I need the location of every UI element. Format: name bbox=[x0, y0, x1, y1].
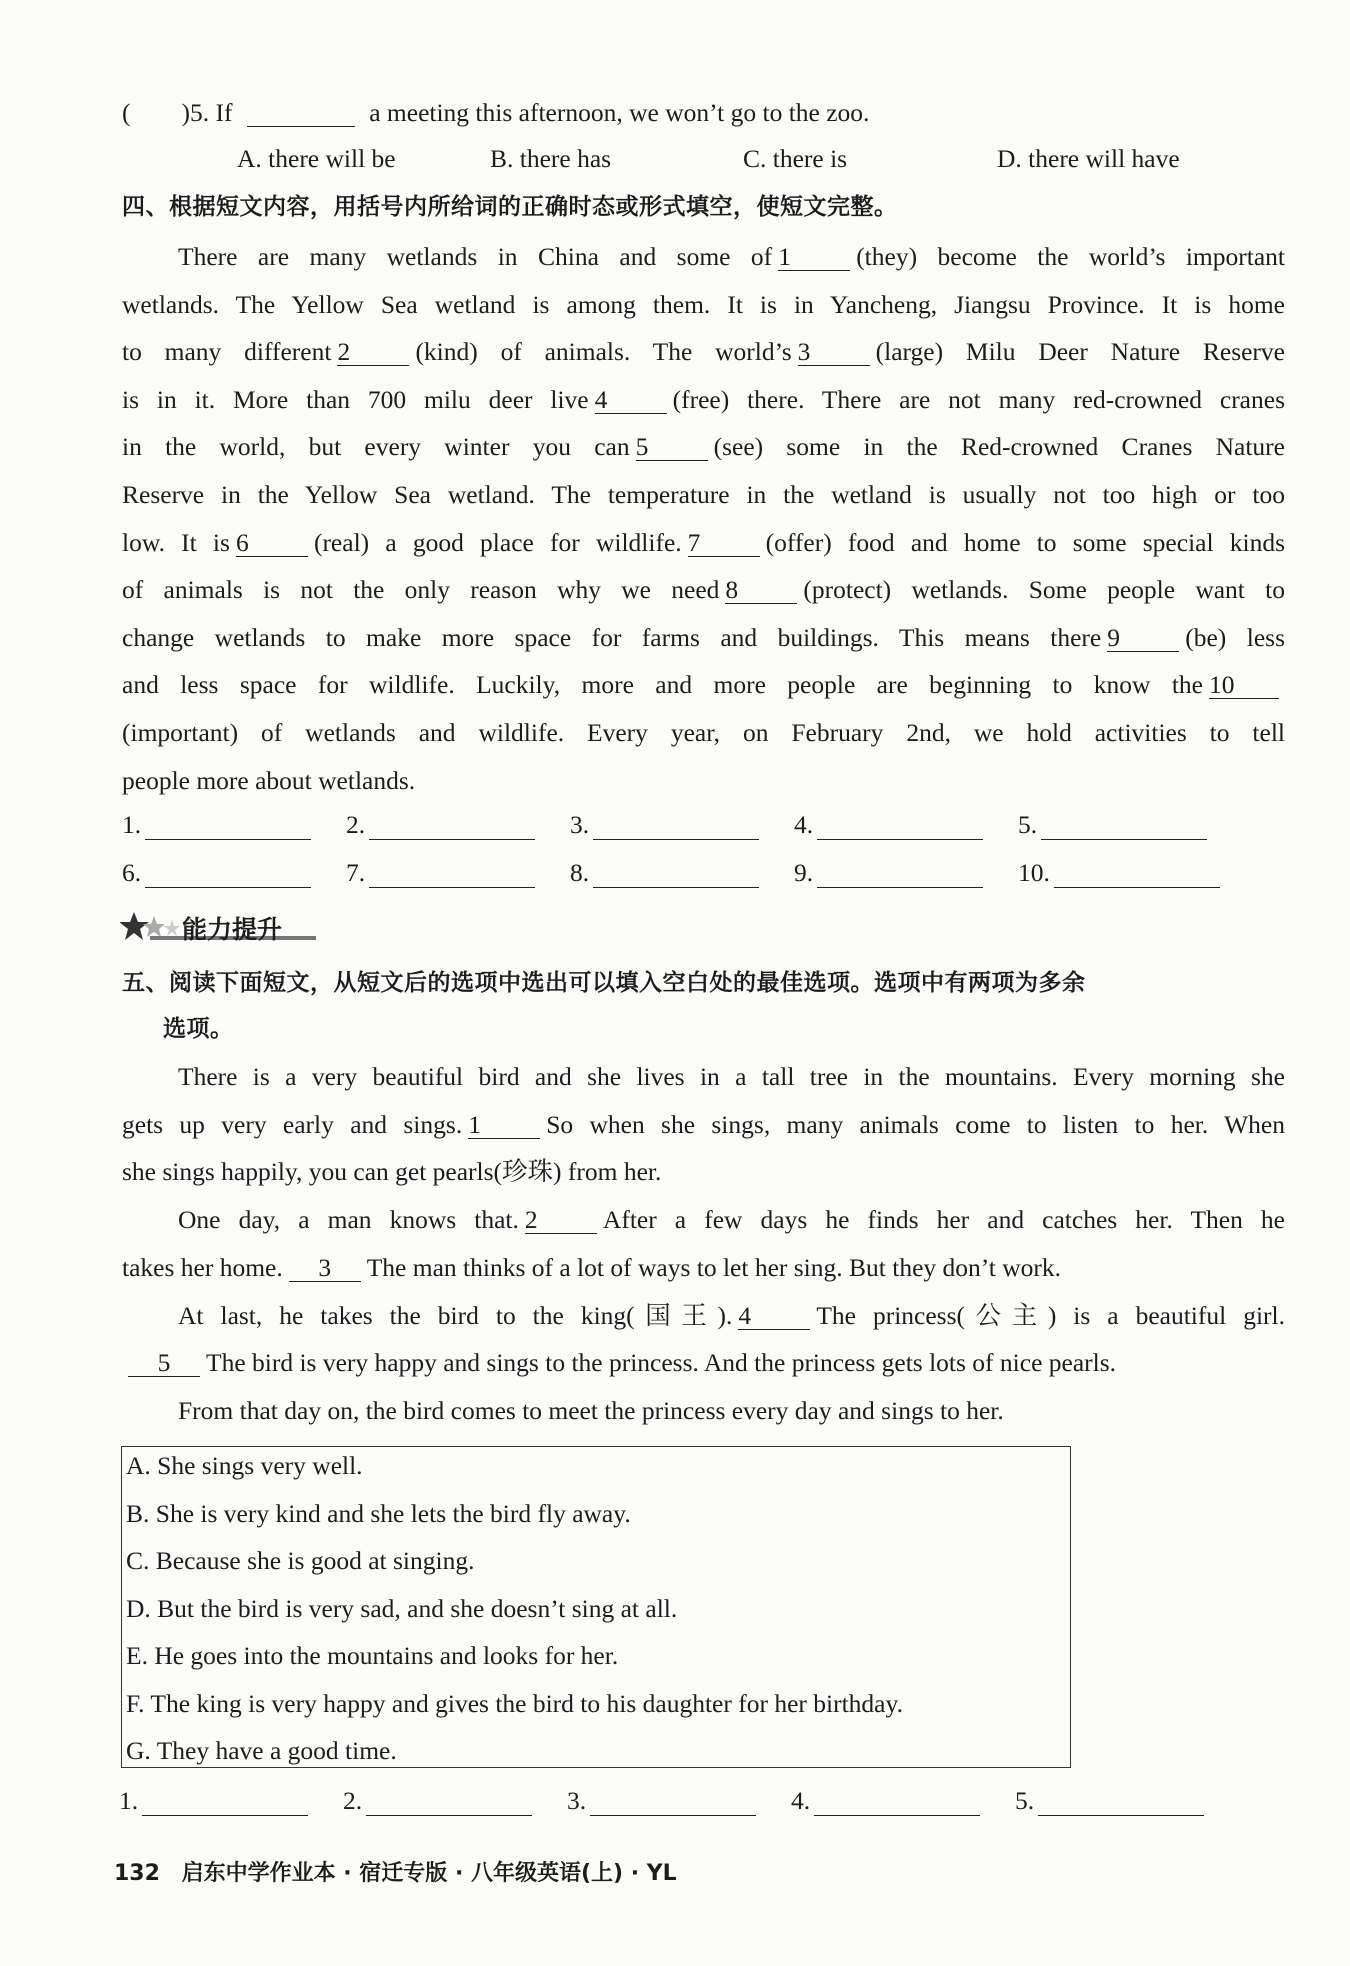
passage-line bbox=[122, 383, 1285, 417]
section-5-title-line-1: 五、阅读下面短文，从短文后的选项中选出可以填入空白处的最佳选项。选项中有两项为多余 bbox=[122, 970, 1086, 996]
passage-line bbox=[122, 716, 1285, 750]
passage-text: (see) some in the Red-crowned Cranes Nature bbox=[713, 432, 1285, 462]
answer-label: 5. bbox=[1015, 1786, 1035, 1815]
stars-icon bbox=[120, 908, 180, 948]
answer-blank[interactable]: 10 bbox=[1209, 672, 1279, 699]
answer-blank[interactable]: 2 bbox=[525, 1207, 597, 1234]
passage-line bbox=[122, 1108, 1285, 1142]
passage-line bbox=[178, 1203, 1285, 1237]
question-5-text: a meeting this afternoon, we won’t go to the zoo. bbox=[369, 98, 870, 127]
passage-text: people more about wetlands. bbox=[122, 765, 416, 795]
passage-text: takes her home. bbox=[122, 1252, 283, 1282]
answer-line[interactable] bbox=[145, 813, 311, 840]
answer-blank[interactable]: 5 bbox=[636, 434, 708, 461]
answer-line[interactable] bbox=[593, 861, 759, 888]
answer-slot[interactable] bbox=[346, 810, 570, 840]
answer-line[interactable] bbox=[817, 813, 983, 840]
answer-label: 7. bbox=[346, 858, 366, 887]
answer-blank[interactable]: 4 bbox=[595, 387, 667, 414]
passage-text: in the world, but every winter you can bbox=[122, 432, 630, 462]
answer-blank[interactable]: 7 bbox=[688, 530, 760, 557]
answer-label: 1. bbox=[122, 810, 142, 839]
answer-slot[interactable] bbox=[570, 858, 794, 888]
passage-text: (they) become the world’s important bbox=[856, 242, 1285, 271]
question-5-number: ( )5. If bbox=[122, 98, 233, 127]
section-4-answers-row-1 bbox=[122, 810, 1242, 840]
answer-label: 10. bbox=[1018, 858, 1050, 887]
answer-blank[interactable]: 4 bbox=[738, 1303, 810, 1330]
options-box bbox=[121, 1446, 1071, 1768]
answer-label: 6. bbox=[122, 858, 142, 887]
answer-label: 4. bbox=[794, 810, 814, 839]
page-footer bbox=[114, 1856, 677, 1887]
passage-text: low. It is bbox=[122, 527, 230, 557]
question-5 bbox=[122, 96, 1285, 130]
answer-slot[interactable] bbox=[122, 858, 346, 888]
answer-line[interactable] bbox=[814, 1789, 980, 1816]
answer-line[interactable] bbox=[817, 861, 983, 888]
passage-text: Reserve in the Yellow Sea wetland. The temperature in the wetland is usually not too high or too bbox=[122, 480, 1285, 509]
choice-option: E. He goes into the mountains and looks for her. bbox=[126, 1641, 619, 1670]
passage-line bbox=[122, 288, 1285, 322]
answer-line[interactable] bbox=[1054, 861, 1220, 888]
passage-text: The bird is very happy and sings to the princess. And the princess gets lots of nice pearls. bbox=[206, 1348, 1117, 1378]
passage-line bbox=[122, 621, 1285, 655]
passage-text: The man thinks of a lot of ways to let her sing. But they don’t work. bbox=[366, 1252, 1062, 1282]
passage-line bbox=[122, 1251, 1285, 1285]
passage-text: (real) a good place for wildlife. bbox=[313, 527, 682, 557]
passage-line bbox=[122, 764, 1285, 798]
passage-line bbox=[122, 478, 1285, 512]
answer-blank[interactable]: 6 bbox=[236, 530, 308, 557]
answer-slot[interactable] bbox=[567, 1786, 791, 1816]
answer-label: 9. bbox=[794, 858, 814, 887]
answer-label: 3. bbox=[567, 1786, 587, 1815]
passage-line bbox=[122, 1155, 1285, 1189]
choice-option: B. She is very kind and she lets the bird fly away. bbox=[126, 1498, 631, 1528]
passage-line bbox=[122, 526, 1285, 560]
passage-line bbox=[122, 1346, 1285, 1380]
answer-label: 2. bbox=[343, 1786, 363, 1815]
option-d[interactable]: D. there will have bbox=[997, 144, 1180, 173]
passage-text: (be) less bbox=[1185, 622, 1285, 652]
option-c[interactable]: C. there is bbox=[743, 144, 848, 173]
answer-label: 2. bbox=[346, 810, 366, 839]
question-5-blank[interactable] bbox=[247, 100, 355, 127]
passage-text: wetlands. The Yellow Sea wetland is among them. It is in Yancheng, Jiangsu Province. It is home bbox=[122, 289, 1285, 319]
answer-blank[interactable]: 5 bbox=[128, 1350, 200, 1377]
passage-text: (protect) wetlands. Some people want to bbox=[803, 575, 1285, 605]
answer-line[interactable] bbox=[366, 1789, 532, 1816]
answer-slot[interactable] bbox=[791, 1786, 1015, 1816]
answer-label: 1. bbox=[119, 1786, 139, 1815]
passage-text: There is a very beautiful bird and she lives in a tall tree in the mountains. Every morning she bbox=[178, 1062, 1285, 1091]
answer-blank[interactable]: 1 bbox=[778, 244, 850, 271]
answer-blank[interactable]: 3 bbox=[289, 1255, 361, 1282]
ability-badge bbox=[120, 906, 330, 948]
answer-slot[interactable] bbox=[1018, 810, 1242, 840]
answer-blank[interactable]: 9 bbox=[1107, 625, 1179, 652]
answer-slot[interactable] bbox=[794, 858, 1018, 888]
passage-text: gets up very early and sings. bbox=[122, 1109, 463, 1139]
passage-line bbox=[178, 1060, 1285, 1094]
passage-text: to many different bbox=[122, 337, 332, 367]
passage-text: change wetlands to make more space for farms and buildings. This means there bbox=[122, 622, 1102, 652]
answer-label: 8. bbox=[570, 858, 590, 887]
passage-text: After a few days he finds her and catches her. Then he bbox=[602, 1205, 1285, 1235]
answer-slot[interactable] bbox=[794, 810, 1018, 840]
passage-text: So when she sings, many animals come to listen to her. When bbox=[546, 1109, 1285, 1139]
choice-option: D. But the bird is very sad, and she doesn’t sing at all. bbox=[126, 1593, 678, 1623]
passage-text: and less space for wildlife. Luckily, more and more people are beginning to know the bbox=[122, 670, 1203, 700]
passage-line bbox=[122, 430, 1285, 464]
section-4-title: 四、根据短文内容，用括号内所给词的正确时态或形式填空，使短文完整。 bbox=[122, 194, 898, 220]
footer-book-title: 启东中学作业本 · 宿迁专版 · 八年级英语(上) · YL bbox=[181, 1861, 677, 1886]
passage-text: of animals is not the only reason why we need bbox=[122, 575, 720, 605]
answer-slot[interactable] bbox=[1018, 858, 1242, 888]
answer-slot[interactable] bbox=[122, 810, 346, 840]
section-5-title-line-2: 选项。 bbox=[163, 1016, 234, 1042]
passage-text: From that day on, the bird comes to meet the princess every day and sings to her. bbox=[178, 1395, 1004, 1425]
answer-blank[interactable]: 8 bbox=[725, 577, 797, 604]
choice-option: G. They have a good time. bbox=[126, 1736, 397, 1765]
passage-text: she sings happily, you can get pearls(珍珠) from her. bbox=[122, 1157, 662, 1187]
answer-slot[interactable] bbox=[1015, 1786, 1239, 1816]
answer-slot[interactable] bbox=[119, 1786, 343, 1816]
answer-blank[interactable]: 1 bbox=[468, 1112, 540, 1139]
passage-text: (large) Milu Deer Nature Reserve bbox=[875, 337, 1285, 367]
choice-option: A. She sings very well. bbox=[126, 1451, 363, 1480]
answer-line[interactable] bbox=[142, 1789, 308, 1816]
answer-blank[interactable]: 2 bbox=[337, 339, 409, 366]
passage-text: is in it. More than 700 milu deer live bbox=[122, 384, 589, 414]
page-number: 132 bbox=[114, 1861, 160, 1886]
choice-option: C. Because she is good at singing. bbox=[126, 1546, 475, 1575]
passage-line bbox=[122, 335, 1285, 369]
passage-text: One day, a man knows that. bbox=[178, 1205, 519, 1235]
passage-text: The princess(公主) is a beautiful girl. bbox=[816, 1300, 1285, 1330]
answer-slot[interactable] bbox=[343, 1786, 567, 1816]
answer-blank[interactable]: 3 bbox=[798, 339, 870, 366]
answer-line[interactable] bbox=[369, 813, 535, 840]
answer-line[interactable] bbox=[1038, 1789, 1204, 1816]
passage-line bbox=[122, 668, 1285, 702]
passage-text: (kind) of animals. The world’s bbox=[415, 337, 792, 367]
passage-line bbox=[178, 240, 1285, 274]
answer-slot[interactable] bbox=[346, 858, 570, 888]
passage-text: (free) there. There are not many red-crowned cranes bbox=[672, 384, 1285, 414]
passage-text: There are many wetlands in China and some of bbox=[178, 242, 773, 271]
answer-line[interactable] bbox=[1041, 813, 1207, 840]
answer-label: 4. bbox=[791, 1786, 811, 1815]
choice-option: F. The king is very happy and gives the bird to his daughter for her birthday. bbox=[126, 1688, 903, 1718]
badge-label: 能力提升 bbox=[182, 915, 283, 944]
passage-text: (important) of wetlands and wildlife. Every year, on February 2nd, we hold activities to tell bbox=[122, 718, 1285, 747]
passage-line bbox=[178, 1394, 1285, 1428]
answer-label: 5. bbox=[1018, 810, 1038, 839]
answer-slot[interactable] bbox=[570, 810, 794, 840]
answer-line[interactable] bbox=[593, 813, 759, 840]
passage-text: At last, he takes the bird to the king(国王). bbox=[178, 1300, 733, 1330]
passage-line bbox=[178, 1299, 1285, 1333]
section-5-answers-row bbox=[119, 1786, 1239, 1816]
section-4-answers-row-2 bbox=[122, 858, 1242, 888]
passage-text: (offer) food and home to some special kinds bbox=[765, 527, 1286, 557]
answer-line[interactable] bbox=[145, 861, 311, 888]
answer-label: 3. bbox=[570, 810, 590, 839]
answer-line[interactable] bbox=[369, 861, 535, 888]
option-a[interactable]: A. there will be bbox=[237, 144, 396, 173]
option-b[interactable]: B. there has bbox=[490, 144, 612, 173]
passage-line bbox=[122, 573, 1285, 607]
answer-line[interactable] bbox=[590, 1789, 756, 1816]
